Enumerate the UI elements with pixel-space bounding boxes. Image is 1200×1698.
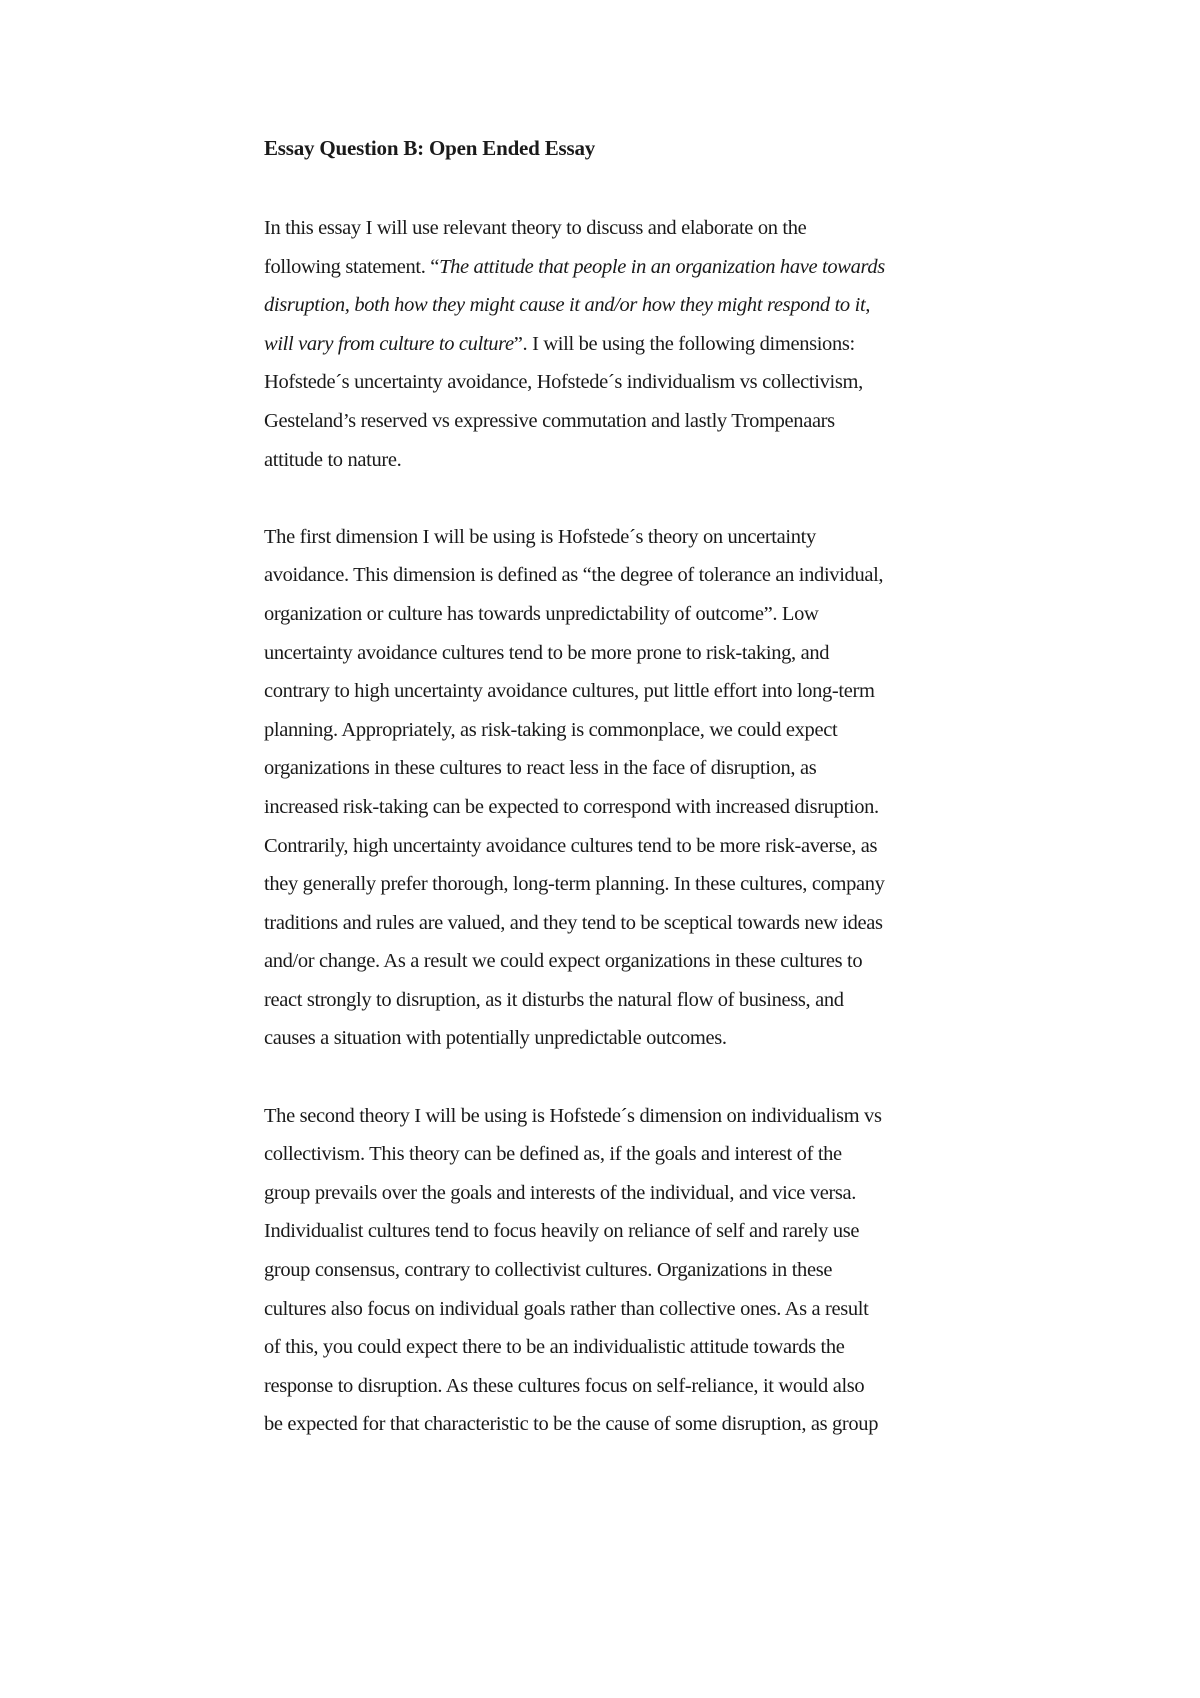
essay-title: Essay Question B: Open Ended Essay — [264, 136, 596, 160]
text-line: planning. Appropriately, as risk-taking is commonplace, we could expect — [264, 718, 838, 741]
quoted-statement: The attitude that people in an organization have towards — [439, 255, 885, 278]
text-line: of this, you could expect there to be an individualistic attitude towards the — [264, 1336, 845, 1359]
uncertainty-avoidance-paragraph — [264, 518, 984, 1058]
quoted-statement: disruption, both how they might cause it and/or how they might respond to it, — [264, 294, 871, 317]
quoted-statement: will vary from culture to culture — [264, 332, 514, 355]
spacer — [264, 479, 984, 518]
text-line — [264, 286, 984, 325]
individualism-paragraph — [264, 1097, 984, 1444]
text-line — [264, 325, 984, 364]
text-line: they generally prefer thorough, long-term planning. In these cultures, company — [264, 873, 885, 896]
text-line: contrary to high uncertainty avoidance cultures, put little effort into long-term — [264, 680, 875, 703]
text-line — [264, 402, 984, 441]
text-span: Gesteland’s reserved vs expressive commutation and lastly Trompenaars — [264, 409, 835, 432]
text-line: organizations in these cultures to react less in the face of disruption, as — [264, 757, 817, 780]
text-span: ”. I will be using the following dimensions: — [513, 332, 855, 355]
text-line: and/or change. As a result we could expect organizations in these cultures to — [264, 950, 863, 973]
intro-paragraph — [264, 209, 984, 479]
text-line: Individualist cultures tend to focus heavily on reliance of self and rarely use — [264, 1220, 860, 1243]
text-line: organization or culture has towards unpredictability of outcome”. Low — [264, 602, 819, 625]
document-body — [264, 132, 984, 1444]
text-line: cultures also focus on individual goals rather than collective ones. As a result — [264, 1297, 869, 1320]
text-line: group consensus, contrary to collectivist cultures. Organizations in these — [264, 1259, 833, 1282]
text-span: attitude to nature. — [264, 448, 402, 471]
text-line: increased risk-taking can be expected to correspond with increased disruption. — [264, 795, 879, 818]
text-line: Contrarily, high uncertainty avoidance cultures tend to be more risk-averse, as — [264, 834, 878, 857]
text-span: following statement. “ — [264, 255, 440, 278]
text-span: In this essay I will use relevant theory to discuss and elaborate on the — [264, 217, 807, 239]
text-line: causes a situation with potentially unpredictable outcomes. — [264, 1027, 727, 1050]
text-line: response to disruption. As these cultures focus on self-reliance, it would also — [264, 1374, 865, 1397]
text-line: uncertainty avoidance cultures tend to be more prone to risk-taking, and — [264, 641, 830, 664]
text-line: be expected for that characteristic to be the cause of some disruption, as group — [264, 1413, 879, 1436]
text-line: avoidance. This dimension is defined as “the degree of tolerance an individual, — [264, 564, 884, 587]
text-line — [264, 363, 984, 402]
text-line — [264, 209, 984, 248]
spacer — [264, 1058, 984, 1097]
text-line — [264, 248, 984, 287]
spacer — [264, 164, 984, 209]
text-line: collectivism. This theory can be defined as, if the goals and interest of the — [264, 1143, 842, 1166]
text-line: The second theory I will be using is Hofstede´s dimension on individualism vs — [264, 1104, 882, 1127]
text-line: The first dimension I will be using is Hofstede´s theory on uncertainty — [264, 525, 816, 548]
text-line: react strongly to disruption, as it disturbs the natural flow of business, and — [264, 988, 844, 1011]
text-line: group prevails over the goals and interests of the individual, and vice versa. — [264, 1181, 857, 1204]
text-span: Hofstede´s uncertainty avoidance, Hofstede´s individualism vs collectivism, — [264, 371, 863, 394]
text-line: traditions and rules are valued, and they tend to be sceptical towards new ideas — [264, 911, 883, 934]
text-line — [264, 441, 984, 480]
